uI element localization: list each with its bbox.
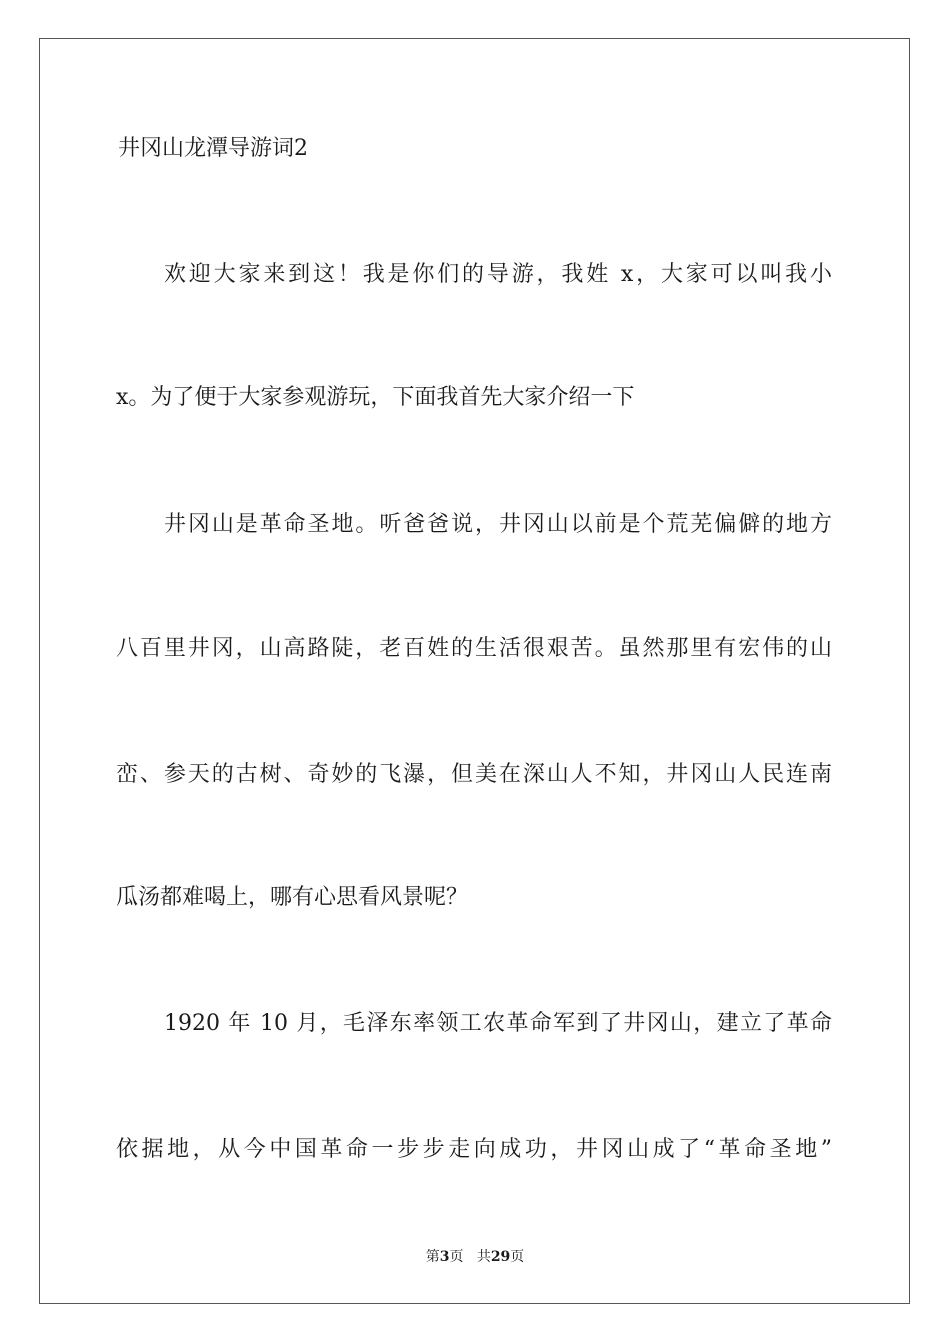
paragraph-line-2: x。为了便于大家参观游玩，下面我首先大家介绍一下 bbox=[116, 385, 635, 410]
paragraph-line-5: 峦、参天的古树、奇妙的飞瀑，但美在深山人不知，井冈山人民连南 bbox=[116, 762, 832, 787]
paragraph-line-4: 八百里井冈，山高路陡，老百姓的生活很艰苦。虽然那里有宏伟的山 bbox=[116, 636, 832, 661]
footer-page-total: 29 bbox=[490, 1249, 511, 1265]
paragraph-line-3: 井冈山是革命圣地。听爸爸说，井冈山以前是个荒芜偏僻的地方 bbox=[164, 512, 832, 537]
footer-total-prefix: 共 bbox=[476, 1249, 491, 1265]
paragraph-line-6: 瓜汤都难喝上，哪有心思看风景呢？ bbox=[116, 885, 469, 910]
footer-total-suffix: 页 bbox=[510, 1249, 525, 1265]
footer-page-current: 3 bbox=[439, 1249, 450, 1265]
paragraph-line-1: 欢迎大家来到这！我是你们的导游，我姓 x，大家可以叫我小 bbox=[164, 262, 832, 287]
paragraph-line-8: 依据地，从今中国革命一步步走向成功，井冈山成了“革命圣地” bbox=[116, 1137, 832, 1162]
footer-page-prefix: 第 bbox=[425, 1249, 440, 1265]
footer-page-suffix: 页 bbox=[449, 1249, 464, 1265]
page-border bbox=[39, 38, 910, 1304]
document-title: 井冈山龙潭导游词2 bbox=[118, 136, 308, 161]
page-footer bbox=[0, 1248, 950, 1266]
paragraph-line-7: 1920 年 10 月，毛泽东率领工农革命军到了井冈山，建立了革命 bbox=[164, 1011, 832, 1036]
